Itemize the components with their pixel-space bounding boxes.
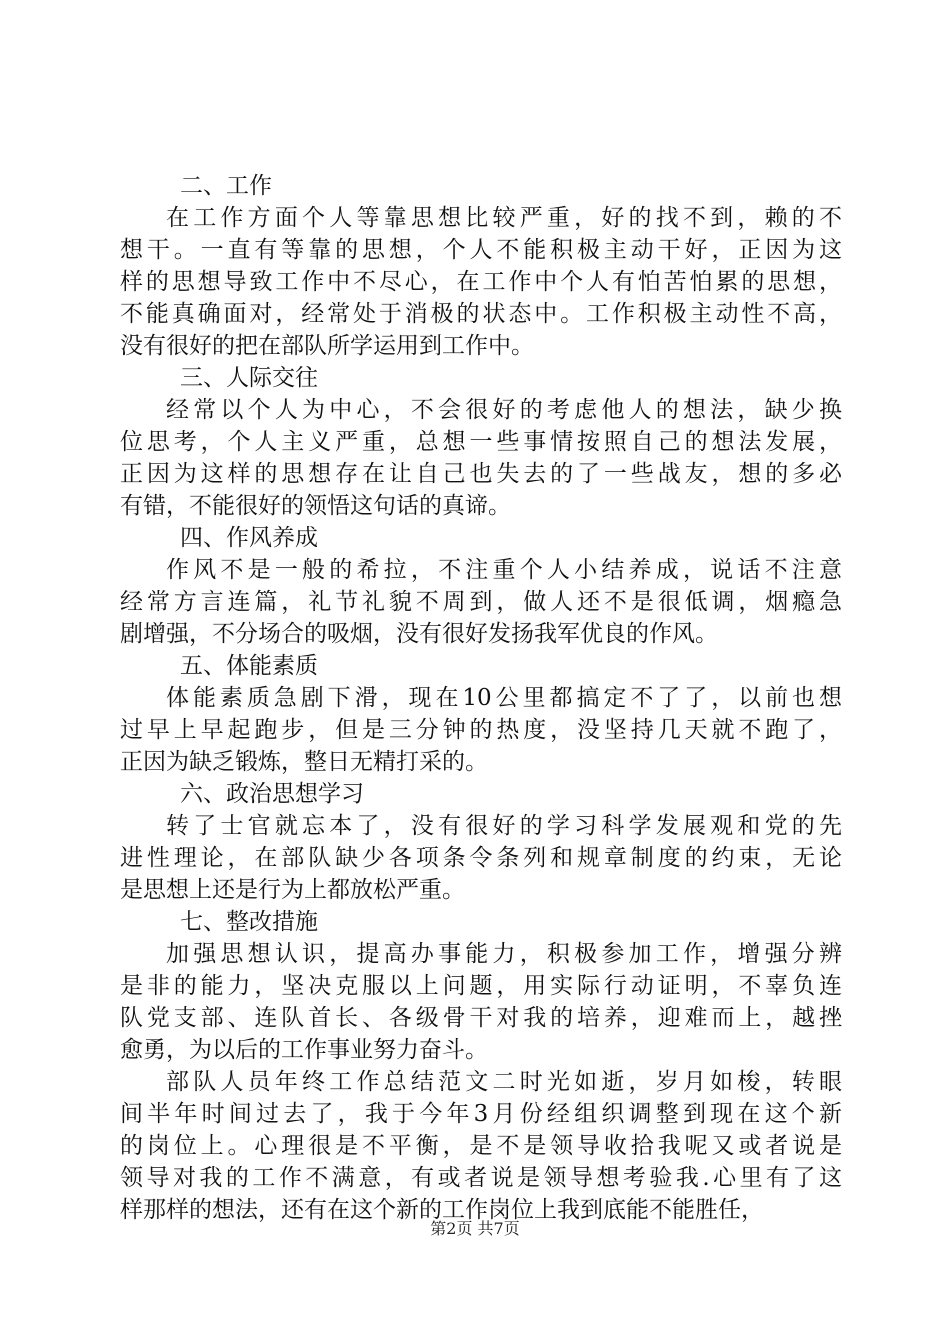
paragraph-line: 间半年时间过去了，我于今年3月份经组织调整到现在这个新 — [120, 1101, 842, 1127]
paragraph — [120, 938, 842, 1066]
paragraph-line: 样那样的想法，还有在这个新的工作岗位上我到底能不能胜任， — [120, 1197, 764, 1223]
paragraph-line: 是思想上还是行为上都放松严重。 — [120, 877, 465, 903]
paragraph-line: 正因为缺乏锻炼，整日无精打采的。 — [120, 749, 488, 775]
paragraph-line: 作风不是一般的希拉，不注重个人小结养成，说话不注意 — [166, 557, 842, 583]
heading-text: 六、政治思想学习 — [180, 781, 364, 807]
section-heading — [120, 650, 842, 682]
paragraph-line: 不能真确面对，经常处于消极的状态中。工作积极主动性不高， — [120, 301, 842, 327]
paragraph — [120, 394, 842, 522]
heading-text: 三、人际交往 — [180, 365, 318, 391]
paragraph-line: 经常以个人为中心，不会很好的考虑他人的想法，缺少换 — [166, 397, 842, 423]
paragraph-line: 领导对我的工作不满意，有或者说是领导想考验我.心里有了这 — [120, 1165, 842, 1191]
heading-text: 二、工作 — [180, 173, 272, 199]
paragraph-line: 体能素质急剧下滑，现在10公里都搞定不了了，以前也想 — [166, 685, 842, 711]
paragraph — [120, 1066, 842, 1226]
page-footer: 第2页 共7页 — [430, 1219, 520, 1238]
paragraph — [120, 810, 842, 906]
paragraph-line: 样的思想导致工作中不尽心，在工作中个人有怕苦怕累的思想， — [120, 269, 842, 295]
paragraph — [120, 554, 842, 650]
heading-text: 四、作风养成 — [180, 525, 318, 551]
section-heading — [120, 906, 842, 938]
section-heading — [120, 778, 842, 810]
paragraph-line: 经常方言连篇，礼节礼貌不周到，做人还不是很低调，烟瘾急 — [120, 589, 842, 615]
paragraph-line: 的岗位上。心理很是不平衡，是不是领导收拾我呢又或者说是 — [120, 1133, 842, 1159]
paragraph — [120, 682, 842, 778]
paragraph-line: 进性理论，在部队缺少各项条令条列和规章制度的约束，无论 — [120, 845, 842, 871]
paragraph-line: 没有很好的把在部队所学运用到工作中。 — [120, 333, 534, 359]
heading-text: 七、整改措施 — [180, 909, 318, 935]
paragraph-line: 转了士官就忘本了，没有很好的学习科学发展观和党的先 — [166, 813, 842, 839]
paragraph-line: 队党支部、连队首长、各级骨干对我的培养，迎难而上，越挫 — [120, 1005, 842, 1031]
paragraph-line: 是非的能力，坚决克服以上问题，用实际行动证明，不辜负连 — [120, 973, 842, 999]
paragraph-line: 部队人员年终工作总结范文二时光如逝，岁月如梭，转眼 — [166, 1069, 842, 1095]
paragraph-line: 正因为这样的思想存在让自己也失去的了一些战友，想的多必 — [120, 461, 842, 487]
heading-text: 五、体能素质 — [180, 653, 318, 679]
paragraph-line: 在工作方面个人等靠思想比较严重，好的找不到，赖的不 — [166, 205, 842, 231]
paragraph-line: 有错，不能很好的领悟这句话的真谛。 — [120, 493, 511, 519]
paragraph-line: 愈勇，为以后的工作事业努力奋斗。 — [120, 1037, 488, 1063]
document-body — [120, 170, 842, 1226]
paragraph-line: 剧增强，不分场合的吸烟，没有很好发扬我军优良的作风。 — [120, 621, 718, 647]
section-heading — [120, 362, 842, 394]
paragraph — [120, 202, 842, 362]
paragraph-line: 位思考，个人主义严重，总想一些事情按照自己的想法发展， — [120, 429, 842, 455]
paragraph-line: 加强思想认识，提高办事能力，积极参加工作，增强分辨 — [166, 941, 842, 967]
paragraph-line: 过早上早起跑步，但是三分钟的热度，没坚持几天就不跑了， — [120, 717, 842, 743]
paragraph-line: 想干。一直有等靠的思想，个人不能积极主动干好，正因为这 — [120, 237, 842, 263]
section-heading — [120, 522, 842, 554]
section-heading — [120, 170, 842, 202]
